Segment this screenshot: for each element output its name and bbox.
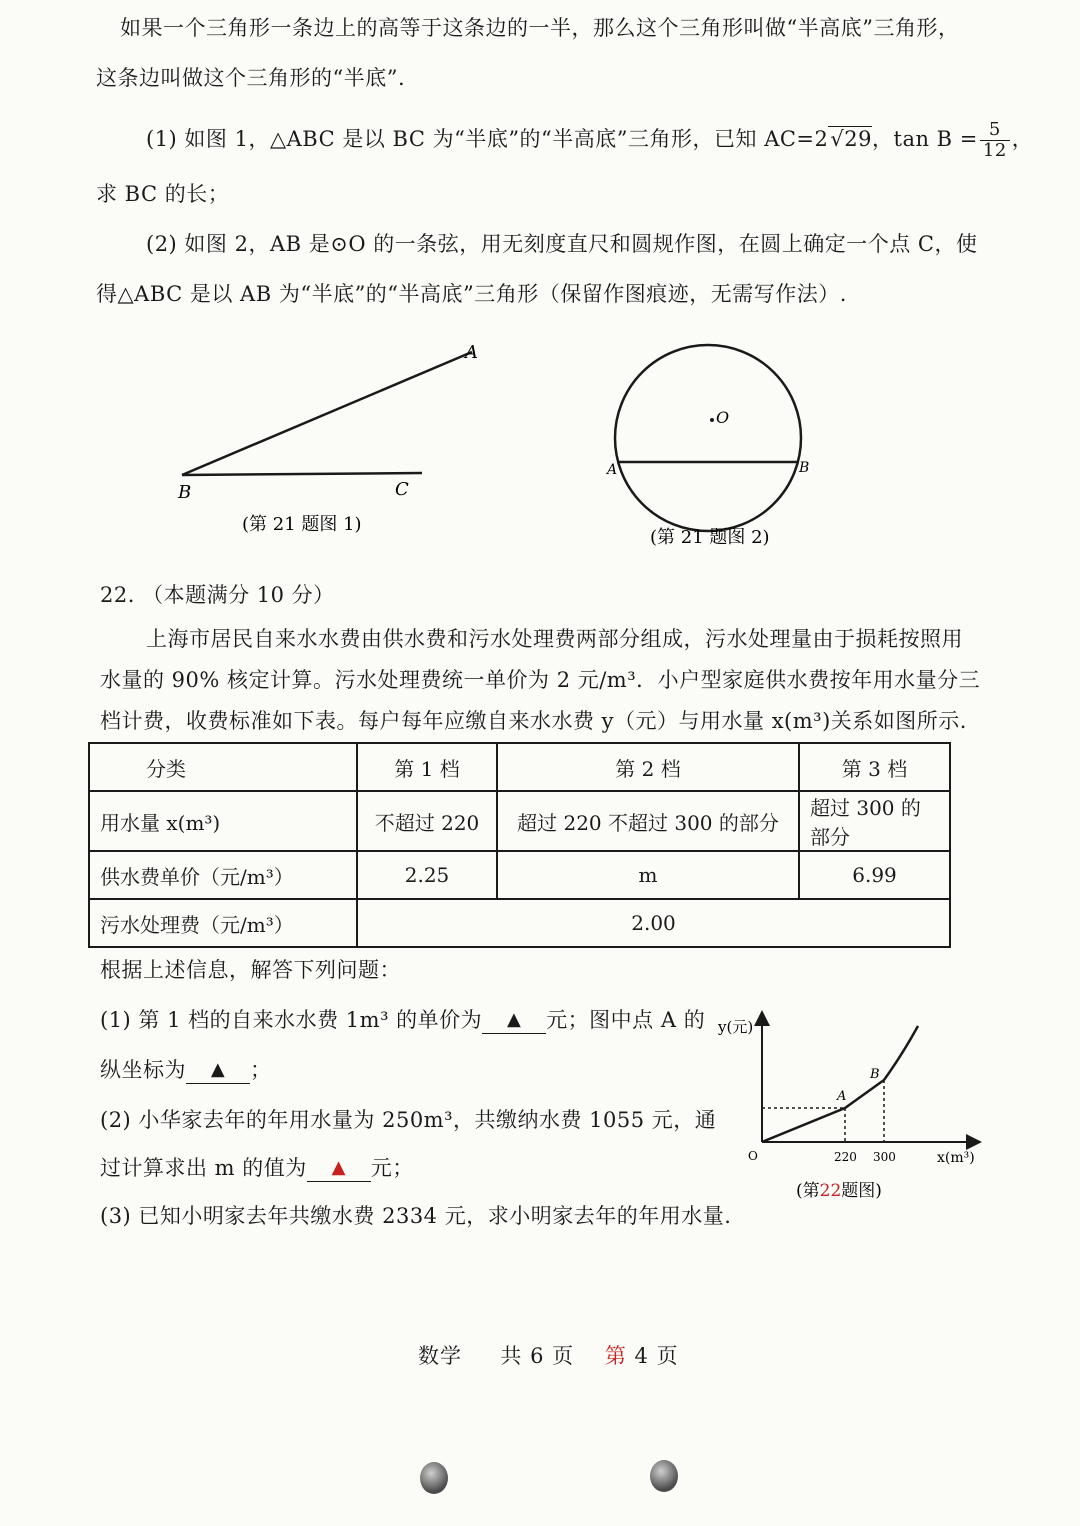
binding-hole (650, 1460, 678, 1492)
q22-sub1-end: ； (250, 1058, 272, 1082)
binding-hole (420, 1462, 448, 1494)
table-header-cell: 第 1 档 (357, 743, 497, 791)
table-cell: 6.99 (799, 851, 950, 899)
q21-sqrt: √29 (830, 127, 873, 151)
table-cell: 用水量 x(m³) (89, 791, 357, 851)
figure-21-2 (595, 338, 825, 558)
table-cell: 2.25 (357, 851, 497, 899)
q22-para-3: 档计费，收费标准如下表。每户每年应缴自来水水费 y（元）与用水量 x(m³)关系如图所示. (100, 709, 967, 733)
figure-22-graph (712, 1010, 982, 1210)
page-footer (418, 1340, 679, 1370)
label-a: A (607, 462, 618, 478)
y-axis-label: y(元) (718, 1018, 754, 1036)
figure-21-1 (160, 330, 500, 550)
q21-part1-text-c: ， (1011, 127, 1034, 151)
table-cell: 不超过 220 (357, 791, 497, 851)
q22-sub1-text-b: 元；图中点 A 的 (546, 1008, 706, 1032)
point-b-label: B (870, 1067, 880, 1082)
tick-label-300: 300 (873, 1150, 896, 1164)
caption-fig-21-2: (第 21 题图 2) (650, 527, 770, 548)
q22-sub2-line2 (100, 1154, 414, 1182)
segment-ab (182, 352, 472, 475)
center-point (710, 418, 714, 422)
q22-sub1-line2 (100, 1056, 272, 1084)
tick-label-220: 220 (834, 1150, 857, 1164)
table-row (89, 899, 950, 947)
footer-page-number: 4 (634, 1344, 649, 1368)
origin-label: O (748, 1149, 758, 1163)
fraction-denominator: 12 (982, 140, 1007, 161)
answer-blank-3: ▲ (307, 1157, 371, 1182)
table-header-row (89, 743, 950, 791)
footer-page-suffix: 页 (656, 1344, 679, 1368)
table-header-cell: 第 2 档 (497, 743, 799, 791)
q21-part1-line1 (146, 120, 1033, 161)
footer-subject: 数学 (418, 1344, 462, 1368)
caption-fig-21-1: (第 21 题图 1) (242, 514, 362, 535)
q21-part2-line2: 得△ABC 是以 AB 为“半底”的“半高底”三角形（保留作图痕迹，无需写作法）. (96, 282, 847, 306)
curve-segment (884, 1026, 918, 1080)
table-header-cell: 分类 (89, 743, 357, 791)
label-b: B (178, 482, 192, 503)
q22-sub2-end: 元； (370, 1156, 414, 1180)
q22-sub3: (3) 已知小明家去年共缴水费 2334 元，求小明家去年的年用水量. (100, 1204, 732, 1228)
label-a: A (465, 342, 478, 363)
fee-table (88, 742, 951, 948)
q21-part1-line2: 求 BC 的长； (96, 182, 230, 206)
table-row (89, 851, 950, 899)
table-cell: 超过 220 不超过 300 的部分 (497, 791, 799, 851)
circle-o (615, 345, 801, 531)
tan-fraction (980, 120, 1010, 161)
q22-header: 22. （本题满分 10 分） (100, 583, 335, 607)
fraction-numerator: 5 (980, 120, 1010, 141)
table-cell: 供水费单价（元/m³） (89, 851, 357, 899)
line-segments (762, 1080, 884, 1142)
answer-blank-2: ▲ (186, 1059, 250, 1084)
table-cell: m (497, 851, 799, 899)
footer-page-prefix: 第 (604, 1344, 627, 1368)
q22-para-2: 水量的 90% 核定计算。污水处理费统一单价为 2 元/m³．小户型家庭供水费按年用水量分三 (100, 668, 981, 692)
caption-part-a: (第 (796, 1181, 820, 1201)
point-a-label: A (837, 1089, 847, 1104)
answer-blank-1: ▲ (482, 1009, 546, 1034)
table-cell: 污水处理费（元/m³） (89, 899, 357, 947)
table-header-cell: 第 3 档 (799, 743, 950, 791)
q22-sub1-text-c: 纵坐标为 (100, 1058, 186, 1082)
q21-part1-text-b: ，tan B = (872, 127, 978, 151)
intro-line-2: 这条边叫做这个三角形的“半底”. (96, 66, 406, 90)
intro-line-1: 如果一个三角形一条边上的高等于这条边的一半，那么这个三角形叫做“半高底”三角形， (120, 16, 960, 40)
x-axis-label: x(m³) (937, 1150, 975, 1166)
q22-sub1-line1 (100, 1006, 705, 1034)
q22-sub2-text-b: 过计算求出 m 的值为 (100, 1156, 307, 1180)
answer-intro: 根据上述信息，解答下列问题： (100, 958, 401, 982)
q22-para-1: 上海市居民自来水水费由供水费和污水处理费两部分组成，污水处理量由于损耗按照用 (146, 627, 963, 651)
q21-part2-line1: (2) 如图 2，AB 是⊙O 的一条弦，用无刻度直尺和圆规作图，在圆上确定一个点 C，使 (146, 232, 978, 256)
table-cell: 超过 300 的部分 (799, 791, 950, 851)
label-o: O (716, 408, 730, 427)
q22-sub2-line1: (2) 小华家去年的年用水量为 250m³，共缴纳水费 1055 元，通 (100, 1108, 717, 1132)
table-row (89, 791, 950, 851)
label-b: B (799, 460, 810, 476)
caption-fig-22 (796, 1181, 882, 1201)
caption-part-c: 题图) (841, 1181, 882, 1201)
q21-part1-text-a: (1) 如图 1，△ABC 是以 BC 为“半底”的“半高底”三角形，已知 AC=2 (146, 127, 829, 151)
label-c: C (395, 479, 409, 500)
footer-total: 共 6 页 (500, 1344, 575, 1368)
table-cell: 2.00 (357, 899, 950, 947)
q22-sub1-text-a: (1) 第 1 档的自来水水费 1m³ 的单价为 (100, 1008, 483, 1032)
caption-number: 22 (819, 1181, 842, 1201)
segment-bc (182, 473, 422, 475)
q21-sqrt-value: 29 (844, 127, 873, 151)
